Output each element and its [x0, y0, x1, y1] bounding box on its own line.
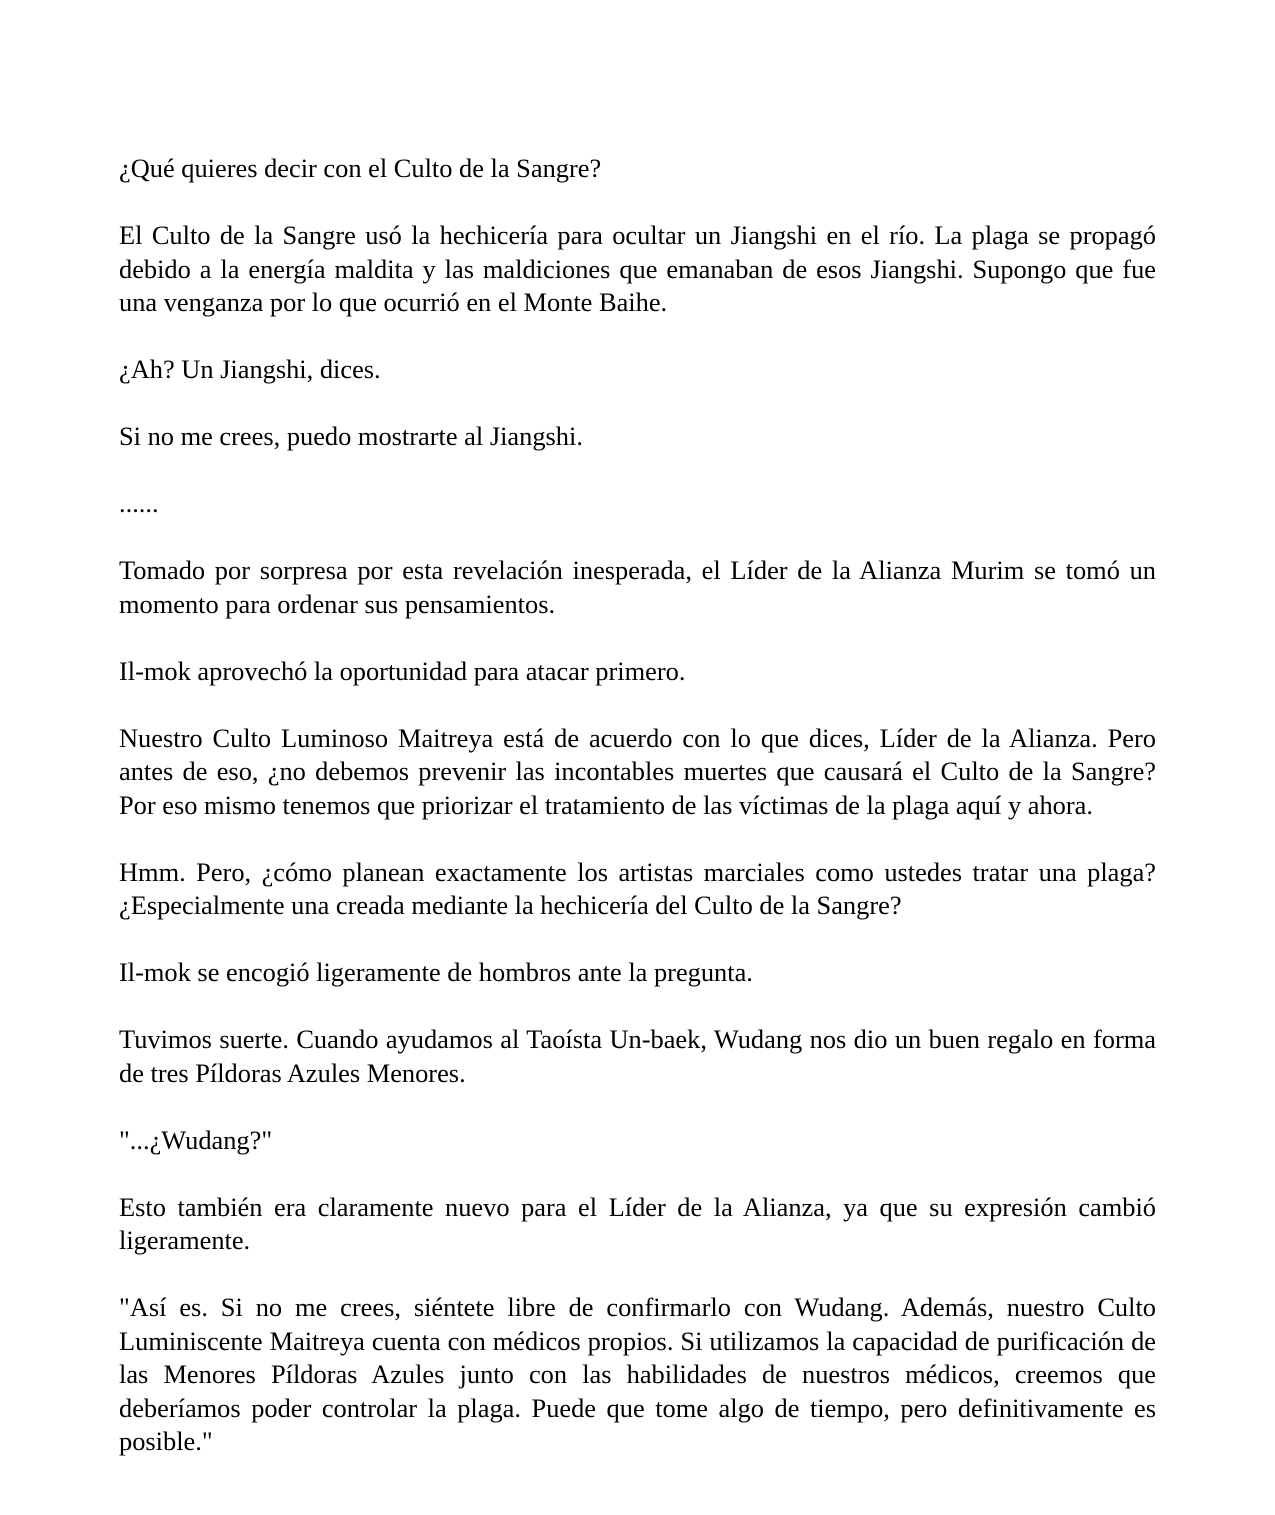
- paragraph-12: "...¿Wudang?": [119, 1124, 273, 1155]
- paragraph-14: "Así es. Si no me crees, siéntete libre de confirmarlo con Wudang. Además, nuestro Culto Luminiscente Maitreya cuenta con médicos propios. Si utilizamos la capacidad de purificación de las Menores Píldoras Azules junto con las habilidades de nuestros médicos, creemos que deberíamos poder controlar la plaga. Puede que tome algo de tiempo, pero definitivamente es posible.": [119, 1292, 1156, 1456]
- paragraph-3: ¿Ah? Un Jiangshi, dices.: [119, 354, 381, 384]
- paragraph-9: Hmm. Pero, ¿cómo planean exactamente los artistas marciales como ustedes tratar una plaga? ¿Especialmente una creada mediante la hechicería del Culto de la Sangre?: [119, 856, 1156, 920]
- paragraph-4: Si no me crees, puedo mostrarte al Jiangshi.: [119, 421, 583, 451]
- paragraph-10: Il-mok se encogió ligeramente de hombros ante la pregunta.: [119, 957, 753, 987]
- paragraph-5: ......: [119, 488, 159, 518]
- paragraph-6: Tomado por sorpresa por esta revelación inesperada, el Líder de la Alianza Murim se tomó un momento para ordenar sus pensamientos.: [119, 555, 1156, 619]
- paragraph-13: Esto también era claramente nuevo para el Líder de la Alianza, ya que su expresión cambió ligeramente.: [119, 1191, 1156, 1255]
- paragraph-11: Tuvimos suerte. Cuando ayudamos al Taoísta Un-baek, Wudang nos dio un buen regalo en forma de tres Píldoras Azules Menores.: [119, 1024, 1156, 1088]
- paragraph-1: ¿Qué quieres decir con el Culto de la Sangre?: [119, 153, 602, 183]
- document-page: [119, 152, 1156, 1459]
- paragraph-7: Il-mok aprovechó la oportunidad para atacar primero.: [119, 655, 686, 686]
- paragraph-2: El Culto de la Sangre usó la hechicería para ocultar un Jiangshi en el río. La plaga se propagó debido a la energía maldita y las maldiciones que emanaban de esos Jiangshi. Supongo que fue una venganza por lo que ocurrió en el Monte Baihe.: [119, 220, 1156, 317]
- paragraph-8: Nuestro Culto Luminoso Maitreya está de acuerdo con lo que dices, Líder de la Alianza. Pero antes de eso, ¿no debemos prevenir las incontables muertes que causará el Culto de la Sangre? Por eso mismo tenemos que priorizar el tratamiento de las víctimas de la plaga aquí y ahora.: [119, 722, 1156, 820]
